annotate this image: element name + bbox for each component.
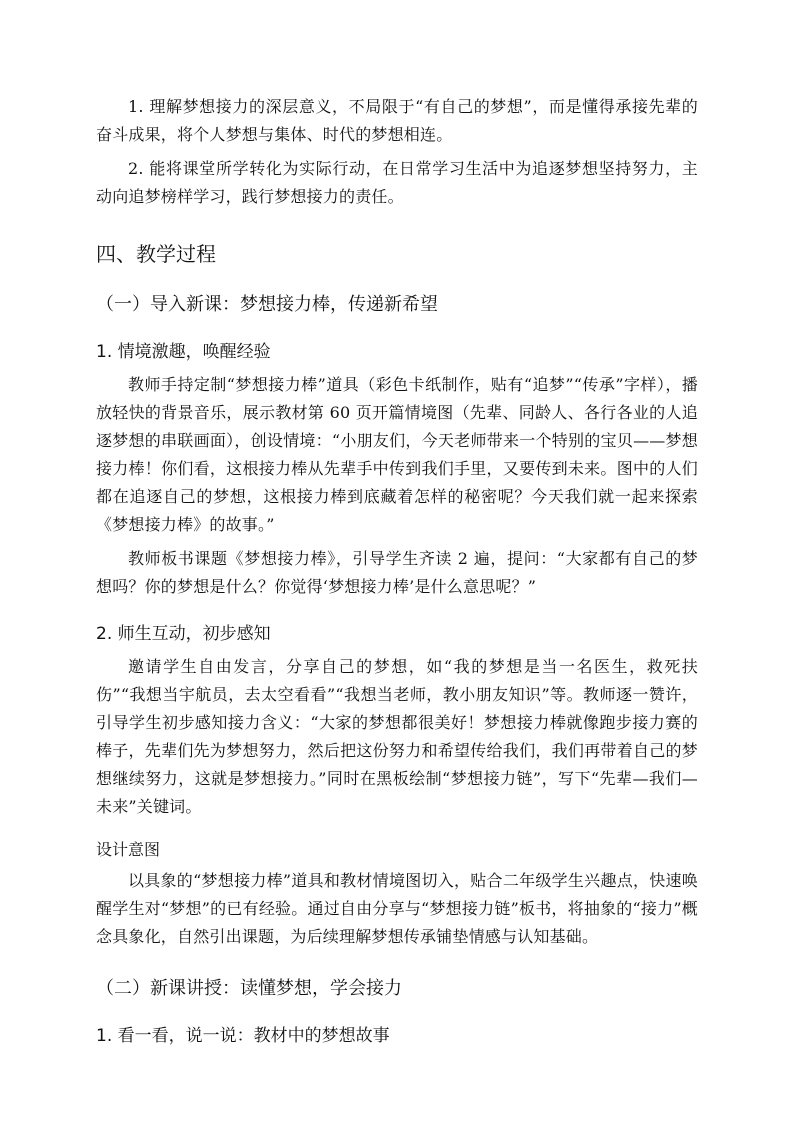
- step-heading-look-and-say: 1. 看一看，说一说：教材中的梦想故事: [96, 1026, 390, 1046]
- section-heading-teaching-process: 四、教学过程: [96, 242, 216, 266]
- paragraph-situation-2: 教师板书课题《梦想接力棒》，引导学生齐读 2 遍，提问：“大家都有自己的梦想吗？你的梦想是什么？你觉得‘梦想接力棒’是什么意思呢？”: [96, 549, 698, 596]
- design-intent-heading: 设计意图: [96, 840, 161, 859]
- step-heading-interaction: 2. 师生互动，初步感知: [96, 624, 271, 644]
- subsection-heading-intro: （一）导入新课：梦想接力棒，传递新希望: [96, 294, 438, 315]
- paragraph-interaction: 邀请学生自由发言，分享自己的梦想，如“我的梦想是当一名医生，救死扶伤”“我想当宇航员，去太空看看”“我想当老师，教小朋友知识”等。教师逐一赞许，引导学生初步感知接力含义：“大家的梦想都很美好！梦想接力棒就像跑步接力赛的棒子，先辈们先为梦想努力，然后把这份努力和希望传给我们，我们再带着自己的梦想继续努力，这就是梦想接力。”同时在黑板绘制“梦想接力链”，写下“先辈—我们—未来”关键词。: [96, 657, 698, 816]
- step-heading-situation: 1. 情境激趣，唤醒经验: [96, 342, 271, 362]
- objective-item-1: 1. 理解梦想接力的深层意义，不局限于“有自己的梦想”，而是懂得承接先辈的奋斗成果，将个人梦想与集体、时代的梦想相连。: [96, 97, 698, 144]
- objective-item-2: 2. 能将课堂所学转化为实际行动，在日常学习生活中为追逐梦想坚持努力，主动向追梦榜样学习，践行梦想接力的责任。: [96, 159, 698, 206]
- paragraph-design-intent: 以具象的“梦想接力棒”道具和教材情境图切入，贴合二年级学生兴趣点，快速唤醒学生对“梦想”的已有经验。通过自由分享与“梦想接力链”板书，将抽象的“接力”概念具象化，自然引出课题，为后续理解梦想传承铺垫情感与认知基础。: [96, 871, 698, 946]
- subsection-heading-new-lesson: （二）新课讲授：读懂梦想，学会接力: [96, 978, 402, 999]
- paragraph-situation-1: 教师手持定制“梦想接力棒”道具（彩色卡纸制作，贴有“追梦”“传承”字样），播放轻快的背景音乐，展示教材第 60 页开篇情境图（先辈、同龄人、各行各业的人追逐梦想的串联画面），创设情境：“小朋友们，今天老师带来一个特别的宝贝——梦想接力棒！你们看，这根接力棒从先辈手中传到我们手里，又要传到未来。图中的人们都在追逐自己的梦想，这根接力棒到底藏着怎样的秘密呢？今天我们就一起来探索《梦想接力棒》的故事。”: [96, 375, 698, 534]
